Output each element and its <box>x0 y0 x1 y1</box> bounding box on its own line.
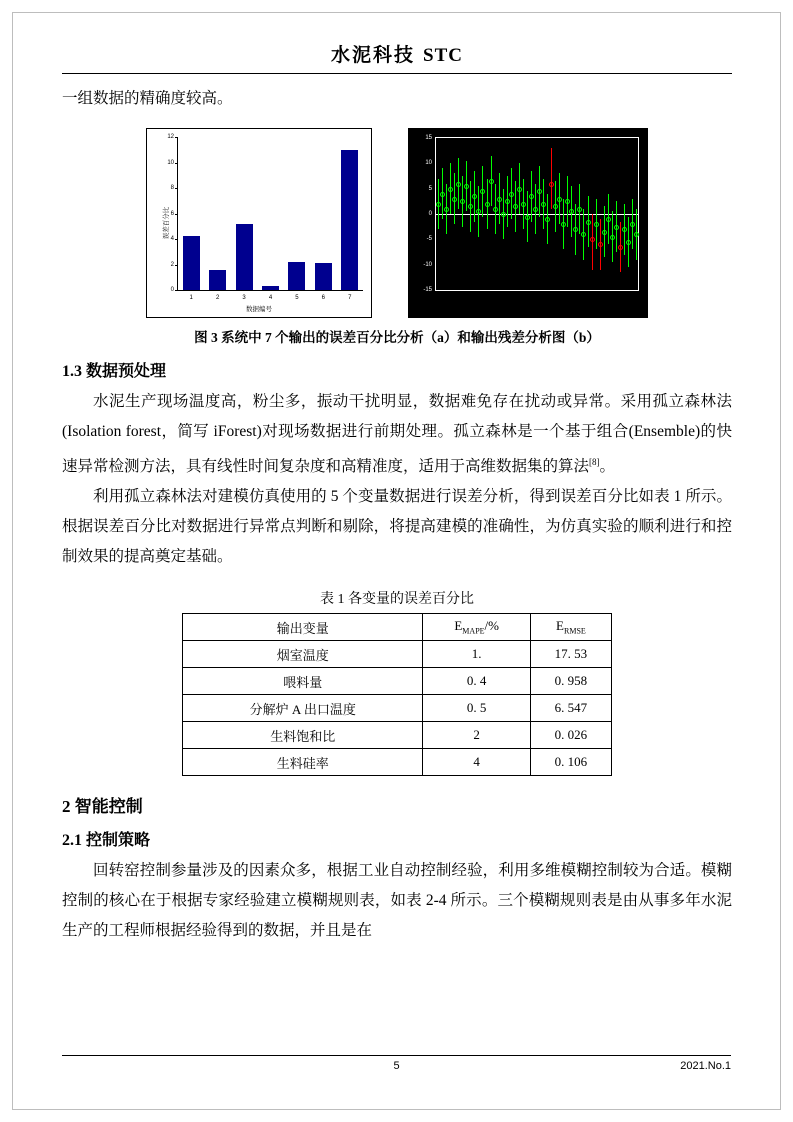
bar-7 <box>341 150 358 290</box>
residual-chart-ylabel: 残差 <box>414 216 421 230</box>
bar-xtick-2: 2 <box>215 295 220 301</box>
page-footer <box>62 1055 731 1076</box>
cell-rmse: 17. 53 <box>530 641 611 668</box>
journal-title: 水泥科技 <box>331 45 416 66</box>
residual-marker <box>456 182 461 187</box>
residual-marker <box>521 202 526 207</box>
residual-xtick-15: 15 <box>491 295 498 301</box>
residual-marker <box>464 184 469 189</box>
residual-marker <box>493 207 498 212</box>
residual-marker <box>517 187 522 192</box>
residual-marker <box>565 199 570 204</box>
residual-marker <box>501 212 506 217</box>
residual-marker <box>614 225 619 230</box>
residual-xtick-40: 40 <box>592 295 599 301</box>
residual-marker <box>448 187 453 192</box>
residual-marker <box>553 204 558 209</box>
col-emape-tail: /% <box>484 618 499 634</box>
cell-name: 烟室温度 <box>183 641 423 668</box>
residual-marker <box>444 207 449 212</box>
residual-marker <box>525 215 530 220</box>
residual-marker <box>634 232 639 237</box>
bar-xtick-7: 7 <box>348 295 352 301</box>
table-row <box>183 668 612 695</box>
paragraph-2-1-1: 回转窑控制参量涉及的因素众多，根据工业自动控制经验，利用多维模糊控制较为合适。模糊控制的核心在于根据专家经验建立模糊规则表，如表 2-4 所示。三个模糊规则表是由从事多年水泥生产的工程师根据经验得到的数据，并且是在 <box>62 862 732 940</box>
journal-abbrev: STC <box>423 45 463 66</box>
paragraph-1-3-1-text: 水泥生产现场温度高，粉尘多，振动干扰明显，数据难免存在扰动或异常。采用孤立森林法(Isolation forest，简写 iForest)对现场数据进行前期处理。孤立森林是一个基于组合(Ensemble)的快速异常检测方法，具有线性时间复杂度和高精准度，适用于高维数据集的算法 <box>62 393 732 476</box>
residual-marker <box>537 189 542 194</box>
bar-ytick-8: 8 <box>156 185 174 191</box>
residual-marker <box>590 237 595 242</box>
residual-marker <box>586 220 591 225</box>
residual-xtick-45: 45 <box>612 295 620 301</box>
bar-ytick-4: 4 <box>156 236 174 242</box>
running-head <box>62 40 732 73</box>
residual-ytick--5: -5 <box>426 236 432 243</box>
cell-rmse: 0. 026 <box>530 722 611 749</box>
bar-ytick-10: 10 <box>156 160 174 166</box>
bar-xtick-5: 5 <box>295 295 299 301</box>
figure-caption: 图 3 系统中 7 个输出的误差百分比分析（a）和输出残差分析图（b） <box>194 330 600 345</box>
residual-ytick-15: 15 <box>425 135 432 141</box>
bar-chart-plot <box>167 134 363 301</box>
residual-marker <box>626 240 631 245</box>
col-output-variable-label: 输出变量 <box>276 620 329 636</box>
paragraph-1-3-1 <box>62 387 732 482</box>
cell-mape: 0. 4 <box>423 668 530 695</box>
table-head <box>183 614 612 641</box>
col-emape <box>423 614 530 641</box>
cell-rmse: 0. 958 <box>530 668 611 695</box>
residual-marker <box>610 235 615 240</box>
residual-marker <box>573 227 578 232</box>
residual-xtick-25: 25 <box>531 295 539 301</box>
residual-marker <box>489 179 494 184</box>
residual-marker <box>497 197 502 202</box>
bar-xtick-1: 1 <box>189 295 193 301</box>
error-percentage-table <box>182 613 612 776</box>
residual-interval <box>551 148 552 209</box>
residual-marker <box>630 222 635 227</box>
bar-5 <box>288 262 305 290</box>
residual-marker <box>557 197 562 202</box>
bar-2 <box>209 270 226 290</box>
residual-marker <box>472 194 477 199</box>
residual-marker <box>581 232 586 237</box>
section-title-2-1: 2.1 控制策略 <box>62 832 151 850</box>
bar-xtick-3: 3 <box>242 295 246 301</box>
col-ermse-main: E <box>556 618 564 634</box>
residual-marker <box>480 189 485 194</box>
table-row <box>183 749 612 776</box>
section-title-1-3: 1.3 数据预处理 <box>62 363 167 380</box>
bar-chart-xlabel: 数据编号 <box>246 306 272 313</box>
residual-xtick-5: 5 <box>452 295 456 301</box>
cell-rmse: 0. 106 <box>530 749 611 776</box>
residual-marker <box>436 202 441 207</box>
residual-marker <box>460 199 465 204</box>
residual-xtick-20: 20 <box>511 295 519 301</box>
residual-marker <box>594 222 599 227</box>
paragraph-1-3-2: 利用孤立森林法对建模仿真使用的 5 个变量数据进行误差分析，得到误差百分比如表 1 所示。根据误差百分比对数据进行异常点判断和剔除，将提高建模的准确性，为仿真实验的顺利进行和控制效果的提高奠定基础。 <box>62 488 732 566</box>
issue-label: 2021.No.1 <box>680 1060 731 1072</box>
table-row <box>183 695 612 722</box>
paragraph-1-3-1-end: 。 <box>599 458 616 476</box>
residual-ytick-10: 10 <box>425 160 432 167</box>
residual-marker <box>541 202 546 207</box>
bar-6 <box>315 263 332 290</box>
residual-marker <box>529 194 534 199</box>
footer-rule <box>62 1055 731 1056</box>
header-rule <box>62 73 732 74</box>
bar-chart-bars <box>178 137 363 290</box>
table-caption: 表 1 各变量的误差百分比 <box>320 592 474 608</box>
bar-chart-ylabel: 误差百分比 <box>162 206 170 240</box>
cell-mape: 2 <box>423 722 530 749</box>
bar-4 <box>262 286 279 290</box>
residual-marker <box>602 230 607 235</box>
bar-ytick-0: 0 <box>156 287 174 293</box>
bar-xtick-4: 4 <box>268 295 273 301</box>
residual-marker <box>505 199 510 204</box>
residual-marker <box>513 204 518 209</box>
cell-name: 喂料量 <box>183 668 423 695</box>
residual-marker <box>622 227 627 232</box>
residual-ytick-0: 0 <box>428 211 432 217</box>
residual-xtick-35: 35 <box>572 295 579 301</box>
table-header-row <box>183 614 612 641</box>
bar-3 <box>236 224 253 290</box>
bar-xtick-6: 6 <box>321 295 326 301</box>
table-body <box>183 641 612 776</box>
bar-ytick-12: 12 <box>156 134 174 140</box>
page-content <box>62 40 732 946</box>
residual-marker <box>598 242 603 247</box>
residual-marker <box>618 245 623 250</box>
residual-marker <box>468 204 473 209</box>
residual-xtick-50: 50 <box>632 295 640 301</box>
residual-chart-b <box>408 128 648 318</box>
citation-8: [8] <box>589 457 600 467</box>
residual-marker <box>452 197 457 202</box>
cell-mape: 4 <box>423 749 530 776</box>
figure-group <box>62 128 732 318</box>
residual-marker <box>485 202 490 207</box>
col-output-variable <box>183 614 423 641</box>
residual-marker <box>533 207 538 212</box>
residual-ytick--15: -15 <box>423 287 432 293</box>
table-row <box>183 641 612 668</box>
residual-marker <box>509 192 514 197</box>
cell-rmse: 6. 547 <box>530 695 611 722</box>
residual-marker <box>606 217 611 222</box>
cell-name: 分解炉 A 出口温度 <box>183 695 423 722</box>
residual-marker <box>440 192 445 197</box>
residual-xtick-10: 10 <box>471 295 478 301</box>
residual-marker <box>577 207 582 212</box>
residual-marker <box>561 222 566 227</box>
bar-ytick-2: 2 <box>156 262 174 268</box>
residual-chart-xlabel: 数据 <box>530 306 544 313</box>
col-ermse <box>530 614 611 641</box>
col-emape-sub: MAPE <box>462 626 485 636</box>
residual-ytick--10: -10 <box>423 261 432 268</box>
cell-mape: 1. <box>423 641 530 668</box>
residual-xtick-30: 30 <box>551 295 559 301</box>
cell-name: 生料硅率 <box>183 749 423 776</box>
cell-mape: 0. 5 <box>423 695 530 722</box>
page-number: 5 <box>393 1060 400 1072</box>
cell-name: 生料饱和比 <box>183 722 423 749</box>
bar-ytick-6: 6 <box>156 211 174 217</box>
residual-ytick-5: 5 <box>428 185 432 192</box>
bar-1 <box>183 236 200 290</box>
residual-marker <box>545 217 550 222</box>
bar-chart-a <box>146 128 372 318</box>
residual-marker <box>549 182 554 187</box>
table-row <box>183 722 612 749</box>
footer-row <box>62 1060 731 1076</box>
residual-chart-plot <box>423 135 640 301</box>
col-ermse-sub: RMSE <box>564 626 586 636</box>
section-title-2: 2 智能控制 <box>62 797 143 817</box>
col-emape-main: E <box>454 618 463 634</box>
intro-line: 一组数据的精确度较高。 <box>62 90 233 107</box>
